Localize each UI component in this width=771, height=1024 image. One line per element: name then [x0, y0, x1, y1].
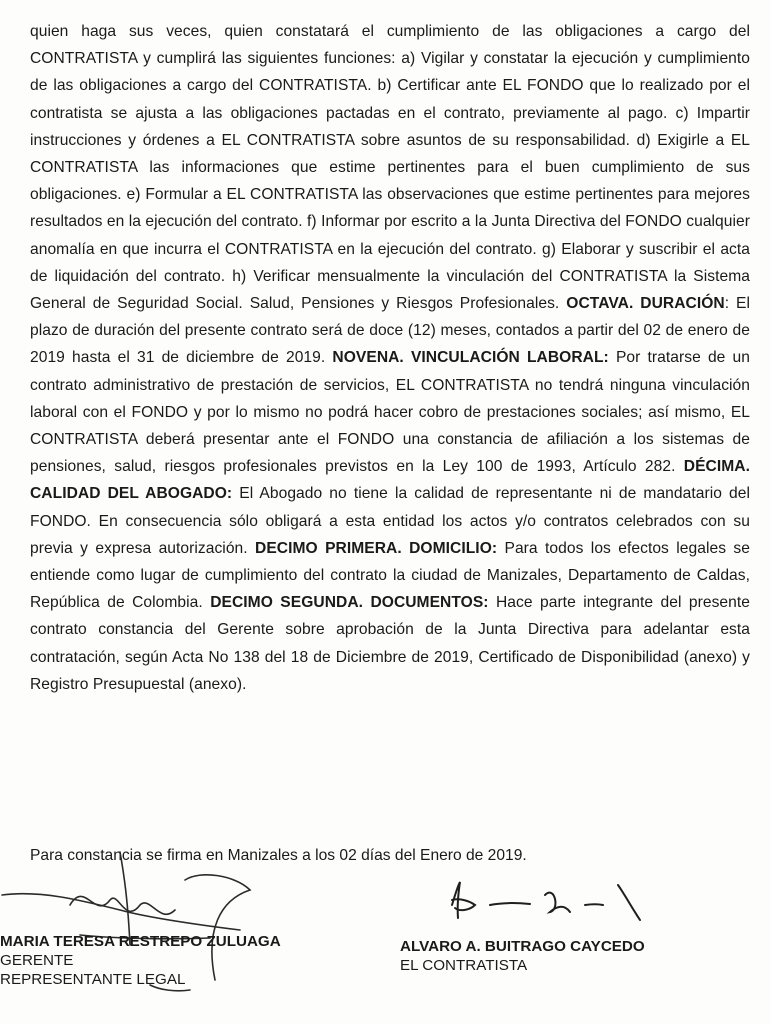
right-handwritten-signature: [452, 882, 640, 920]
signature-block-contratista: [400, 937, 645, 975]
clause-decimo-primera-text: Para todos los efectos legales se entiende como lugar de cumplimiento del contrato la ciudad de Manizales, Departamento de Caldas, República de Colombia.: [30, 539, 750, 612]
paragraph-functions: quien haga sus veces, quien constatará el cumplimiento de las obligaciones a cargo del CONTRATISTA y cumplirá las siguientes funciones: a) Vigilar y constatar la ejecución y cumplimiento de las obligaciones a cargo del CONTRATISTA. b) Certificar ante EL FONDO que lo realizado por el contratista se ajusta a las obligaciones pactadas en el contrato, previamente al pago. c) Impartir instrucciones y órdenes a EL CONTRATISTA sobre asuntos de su responsabilidad. d) Exigirle a EL CONTRATISTA las informaciones que estime pertinentes para el buen cumplimiento de sus obligaciones. e) Formular a EL CONTRATISTA las observaciones que estime pertinentes para mejores resultados en la ejecución del contrato. f) Informar por escrito a la Junta Directiva del FONDO cualquier anomalía en que incurra el CONTRATISTA en la ejecución del contrato. g) Elaborar y suscribir el acta de liquidación del contrato. h) Verificar mensualmente la vinculación del CONTRATISTA la Sistema General de Seguridad Social. Salud, Pensiones y Riesgos Profesionales.: [30, 23, 750, 313]
signer-role-contratista: EL CONTRATISTA: [400, 957, 528, 974]
signer-name-left: MARIA TERESA RESTREPO ZULUAGA: [0, 933, 281, 950]
clause-decimo-segunda-heading: DECIMO SEGUNDA. DOCUMENTOS:: [210, 594, 489, 612]
clause-novena-text: Por tratarse de un contrato administrativo de prestación de servicios, EL CONTRATISTA no tendrá ninguna vinculación laboral con el FONDO y por lo mismo no podrá hacer cobro de prestaciones sociales; así mismo, EL CONTRATISTA deberá presentar ante el FONDO una constancia de afiliación a los sistemas de pensiones, salud, riesgos profesionales previstos en la Ley 100 de 1993, Artículo 282.: [30, 349, 750, 476]
signer-name-right: ALVARO A. BUITRAGO CAYCEDO: [400, 938, 645, 955]
clause-decima-text: El Abogado no tiene la calidad de representante ni de mandatario del FONDO. En consecuencia sólo obligará a esta entidad los actos y/o contratos celebrados con su previa y expresa autorización.: [30, 485, 750, 557]
clause-octava-text: : El plazo de duración del presente contrato será de doce (12) meses, contados a partir del 02 de enero de 2019 hasta el 31 de diciembre de 2019.: [30, 295, 750, 367]
clause-decimo-segunda-text: Hace parte integrante del presente contrato constancia del Gerente sobre aprobación de la Junta Directiva para adelantar esta contratación, según Acta No 138 del 18 de Diciembre de 2019, Certificado de Disponibilidad (anexo) y Registro Presupuestal (anexo).: [30, 594, 750, 693]
closing-statement: Para constancia se firma en Manizales a los 02 días del Enero de 2019.: [30, 847, 527, 864]
clause-decima-heading: DÉCIMA. CALIDAD DEL ABOGADO:: [30, 458, 750, 503]
signature-block-gerente: [0, 932, 281, 989]
signer-role-representante: REPRESENTANTE LEGAL: [0, 971, 186, 988]
clause-octava-heading: OCTAVA. DURACIÓN: [566, 295, 725, 313]
contract-body: [30, 18, 750, 698]
clause-decimo-primera-heading: DECIMO PRIMERA. DOMICILIO:: [255, 539, 498, 557]
clause-novena-heading: NOVENA. VINCULACIÓN LABORAL:: [332, 349, 609, 367]
signer-role-gerente: GERENTE: [0, 952, 74, 969]
